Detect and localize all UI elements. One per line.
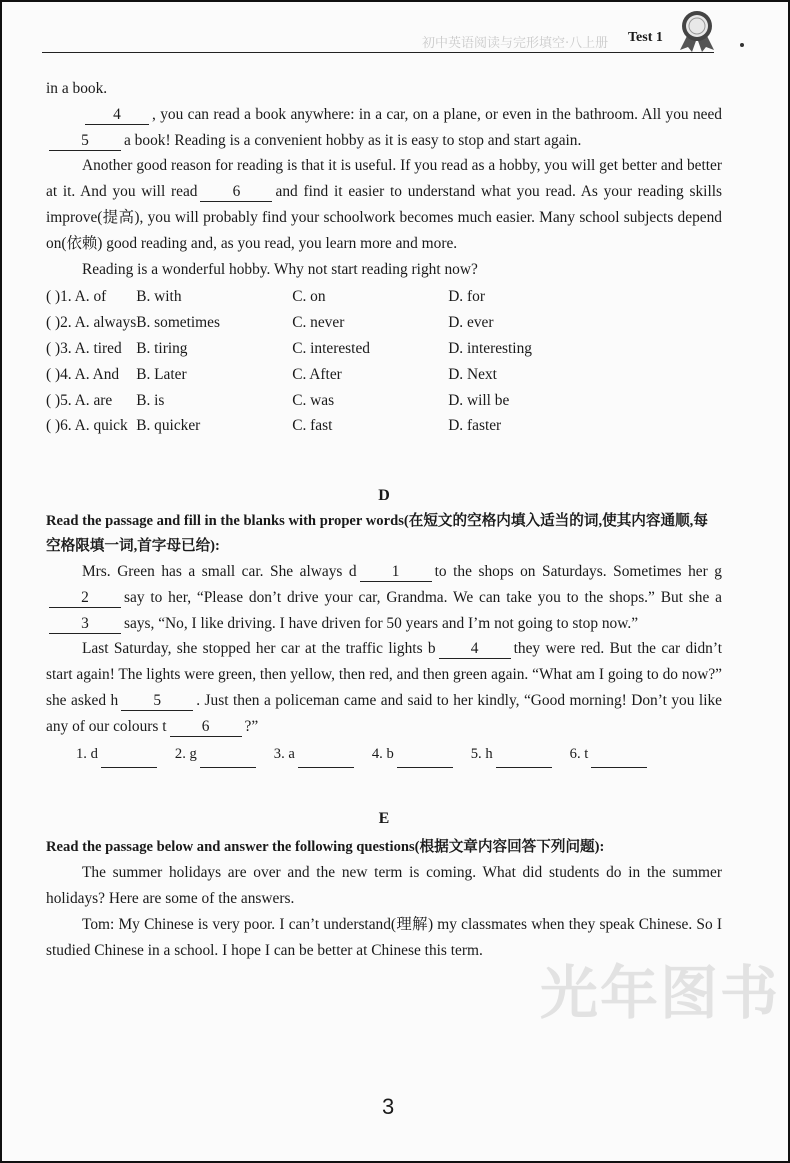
option-d[interactable]: D. for (448, 288, 485, 306)
answer-label: 1. d (76, 745, 98, 762)
option-c[interactable]: C. was (292, 391, 335, 409)
option-b[interactable]: B. sometimes (136, 314, 220, 332)
passage-c-para3 (46, 153, 722, 256)
option-row (46, 362, 604, 388)
section-d-para1: Mrs. Green has a small car. She always d 1 to the shops on Saturdays. Sometimes her g2 say to her, “Please don’t drive your car, Grandma. We can take you to the shops.” But she a3 says, “No, I like driving. I have driven for 50 years and I’m not going to stop now.” (46, 559, 722, 636)
blank-d4[interactable]: 4 (439, 640, 511, 659)
option-row (46, 388, 604, 414)
page-number: 3 (382, 1094, 395, 1119)
option-d[interactable]: D. will be (448, 391, 510, 409)
answer-input[interactable] (496, 751, 552, 768)
blank-d6[interactable]: 6 (170, 718, 242, 737)
option-question[interactable]: ( )5. A. are (46, 391, 113, 409)
answer-label: 2. g (174, 745, 197, 762)
option-question[interactable]: ( )6. A. quick (46, 417, 128, 435)
section-e-para2: Tom: My Chinese is very poor. I can’t understand(理解) my classmates when they speak Chinese. So I studied Chinese in a school. I hope I can be better at Chinese this term. (46, 915, 722, 959)
header-rule (42, 52, 714, 53)
section-d-para2: Last Saturday, she stopped her car at the traffic lights b 4 they were red. But the car didn’t start again! The lights were green, then yellow, then red, and then green again. “What am I going to do now?” she asked h 5 . Just then a policeman came and said to her kindly, “Good morning! Don’t you like any of our colours t 6 ?” (46, 640, 722, 735)
answer-label: 3. a (273, 745, 295, 762)
option-d[interactable]: D. interesting (448, 339, 532, 357)
passage-c-para4: Reading is a wonderful hobby. Why not start reading right now? (82, 260, 478, 278)
option-question[interactable]: ( )3. A. tired (46, 339, 122, 357)
answer-label: 5. h (470, 745, 493, 762)
watermark: 光年图书 (540, 959, 781, 1027)
blank-d3[interactable]: 3 (49, 615, 121, 634)
answer-input[interactable] (591, 751, 647, 768)
section-e-instruction: Read the passage below and answer the following questions(根据文章内容回答下列问题): (46, 839, 605, 856)
option-b[interactable]: B. is (136, 391, 165, 409)
section-d-answer-line (46, 742, 722, 768)
section-d-instruction: Read the passage and fill in the blanks with proper words(在短文的空格内填入适当的词,使其内容通顺,每空格限填一词,首字母已给): (46, 512, 708, 554)
answer-label: 6. t (569, 745, 589, 762)
option-d[interactable]: D. Next (448, 365, 497, 383)
test-label: Test 1 (628, 30, 663, 45)
answer-input[interactable] (397, 751, 453, 768)
blank-d5[interactable]: 5 (121, 692, 193, 711)
blank-4[interactable]: 4 (85, 106, 149, 125)
option-b[interactable]: B. quicker (136, 417, 201, 435)
blank-d1[interactable]: 1 (360, 563, 432, 582)
option-c[interactable]: C. interested (292, 339, 370, 357)
passage-c-para2-b: a book! Reading is a convenient hobby as it is easy to stop and start again. (124, 131, 582, 149)
passage-c-para2-a: , you can read a book anywhere: in a car, on a plane, or even in the bathroom. All you need (152, 105, 722, 123)
blank-6[interactable]: 6 (200, 183, 272, 202)
option-c[interactable]: C. never (292, 314, 345, 332)
option-row (46, 284, 604, 310)
option-question[interactable]: ( )1. A. of (46, 288, 107, 306)
section-e-para1: The summer holidays are over and the new term is coming. What did students do in the summer holidays? Here are some of the answers. (46, 864, 722, 908)
option-d[interactable]: D. faster (448, 417, 502, 435)
options-table (46, 284, 604, 439)
blank-5[interactable]: 5 (49, 132, 121, 151)
option-c[interactable]: C. fast (292, 417, 333, 435)
faint-header-text: 初中英语阅读与完形填空·八上册 (422, 36, 609, 51)
section-e-heading: E (378, 809, 390, 827)
option-question[interactable]: ( )4. A. And (46, 365, 120, 383)
section-d-heading: D (378, 487, 390, 505)
passage-c-line: in a book. (46, 80, 108, 97)
option-row (46, 310, 604, 336)
page-header (2, 2, 788, 58)
option-b[interactable]: B. with (136, 288, 182, 306)
answer-input[interactable] (101, 751, 157, 768)
option-d[interactable]: D. ever (448, 314, 494, 332)
option-c[interactable]: C. After (292, 365, 342, 383)
option-row (46, 413, 604, 439)
passage-c-para2 (46, 102, 722, 154)
blank-d2[interactable]: 2 (49, 589, 121, 608)
option-b[interactable]: B. tiring (136, 339, 188, 357)
header-dot (740, 43, 744, 47)
answer-input[interactable] (200, 751, 256, 768)
ribbon-medal-icon (676, 8, 718, 52)
answer-input[interactable] (298, 751, 354, 768)
passage-c-para3-a: Another good reason for reading is that it is useful. If you read as a hobby, you will get better and better at it. And you will read (46, 157, 722, 201)
passage-c-para3-b: and find it easier to understand what you read. As your reading skills improve(提高), you will probably find your schoolwork becomes much easier. Many school subjects depend on(依赖) good reading and, as you read, you learn more and more. (46, 183, 722, 252)
answer-label: 4. b (371, 745, 394, 762)
option-c[interactable]: C. on (292, 288, 326, 306)
option-question[interactable]: ( )2. A. always (46, 314, 137, 332)
content (46, 76, 722, 964)
option-b[interactable]: B. Later (136, 365, 187, 383)
option-row (46, 336, 604, 362)
